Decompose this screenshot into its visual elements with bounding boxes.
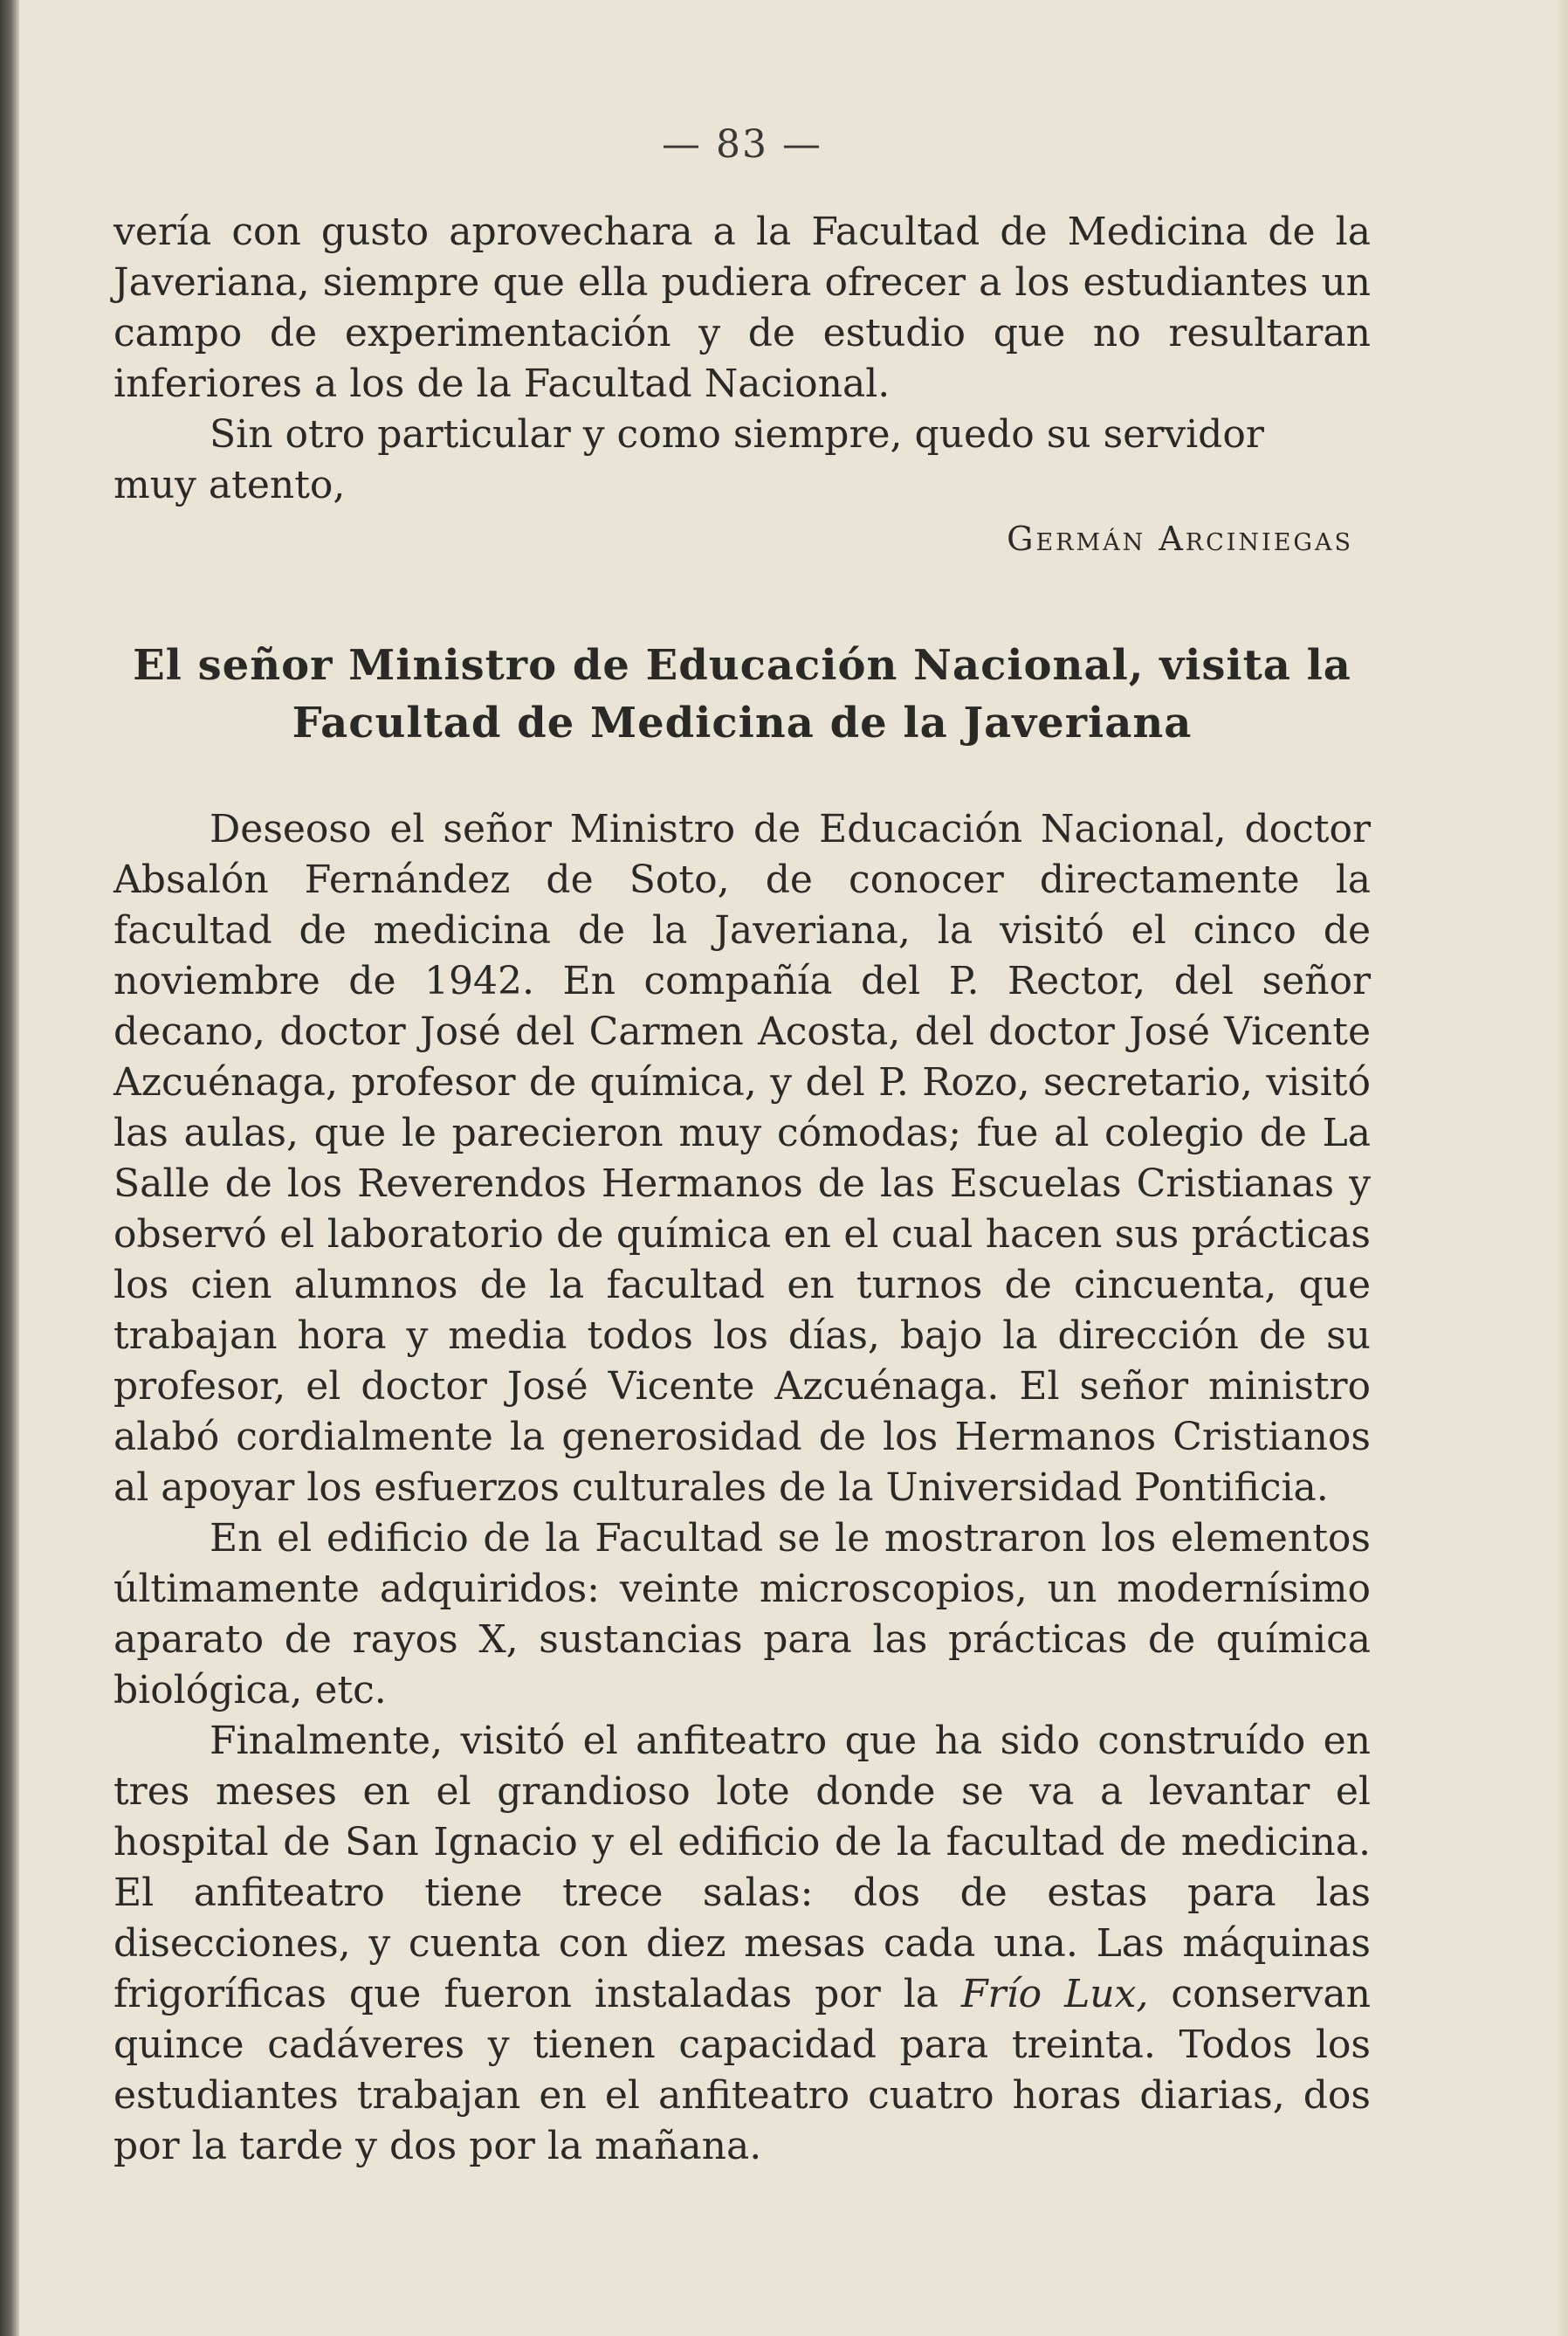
letter-closing-line: Sin otro particular y como siempre, quedo su servidor bbox=[210, 412, 1264, 457]
letter-paragraph-1: vería con gusto aprovechara a la Facultad de Medicina de la Javeriana, siempre que ella pudiera ofrecer a los estudiantes un campo de experimentación y de estudio que no resultaran inferiores a los de la Facultad Nacional. bbox=[113, 210, 1371, 406]
signature: Germán Arciniegas bbox=[1007, 520, 1353, 558]
article-paragraph-2: En el edificio de la Facultad se le mostraron los elementos últimamente adquiridos: veinte microscopios, un modernísimo aparato de rayos X, sustancias para las prácticas de química biológica, etc. bbox=[113, 1516, 1371, 1712]
article-paragraph-3 bbox=[113, 1716, 1371, 2172]
brand-name-frio-lux: Frío Lux, bbox=[961, 1972, 1149, 2016]
article-paragraph-3-text-a: Finalmente, visitó el anfiteatro que ha sido construído en tres meses en el grandioso lote donde se va a levantar el hospital de San Ignacio y el edificio de la facultad de medicina. El anfiteatro tiene trece salas: dos de estas para las disecciones, y cuenta con diez mesas cada una. Las máquinas frigoríficas que fueron instaladas por la bbox=[113, 1719, 1371, 2016]
article-title-line-2: Facultad de Medicina de la Javeriana bbox=[292, 699, 1193, 748]
document-page bbox=[113, 122, 1371, 2172]
article-title-line-1: El señor Ministro de Educación Nacional, visita la bbox=[133, 641, 1351, 690]
letter-closing-line-2: muy atento, bbox=[113, 463, 346, 507]
book-spine-shadow bbox=[0, 0, 19, 2336]
article-body bbox=[113, 804, 1371, 2172]
article-paragraph-1: Deseoso el señor Ministro de Educación Nacional, doctor Absalón Fernández de Soto, de conocer directamente la facultad de medicina de la Javeriana, la visitó el cinco de noviembre de 1942. En compañía del P. Rector, del señor decano, doctor José del Carmen Acosta, del doctor José Vicente Azcuénaga, profesor de química, y del P. Rozo, secretario, visitó las aulas, que le parecieron muy cómodas; fue al colegio de La Salle de los Reverendos Hermanos de las Escuelas Cristianas y observó el laboratorio de química en el cual hacen sus prácticas los cien alumnos de la facultad en turnos de cincuenta, que trabajan hora y media todos los días, bajo la dirección de su profesor, el doctor José Vicente Azcuénaga. El señor ministro alabó cordialmente la generosidad de los Hermanos Cristianos al apoyar los esfuerzos culturales de la Universidad Pontificia. bbox=[113, 807, 1371, 1510]
page-edge bbox=[1556, 0, 1568, 2336]
article-paragraph-3-text-b: conservan quince cadáveres y tienen capacidad para treinta. Todos los estudiantes trabajan en el anfiteatro cuatro horas diarias, dos por la tarde y dos por la mañana. bbox=[113, 1972, 1371, 2168]
article-title bbox=[113, 637, 1371, 752]
letter-closing bbox=[113, 207, 1371, 558]
page-number: — 83 — bbox=[662, 122, 822, 167]
